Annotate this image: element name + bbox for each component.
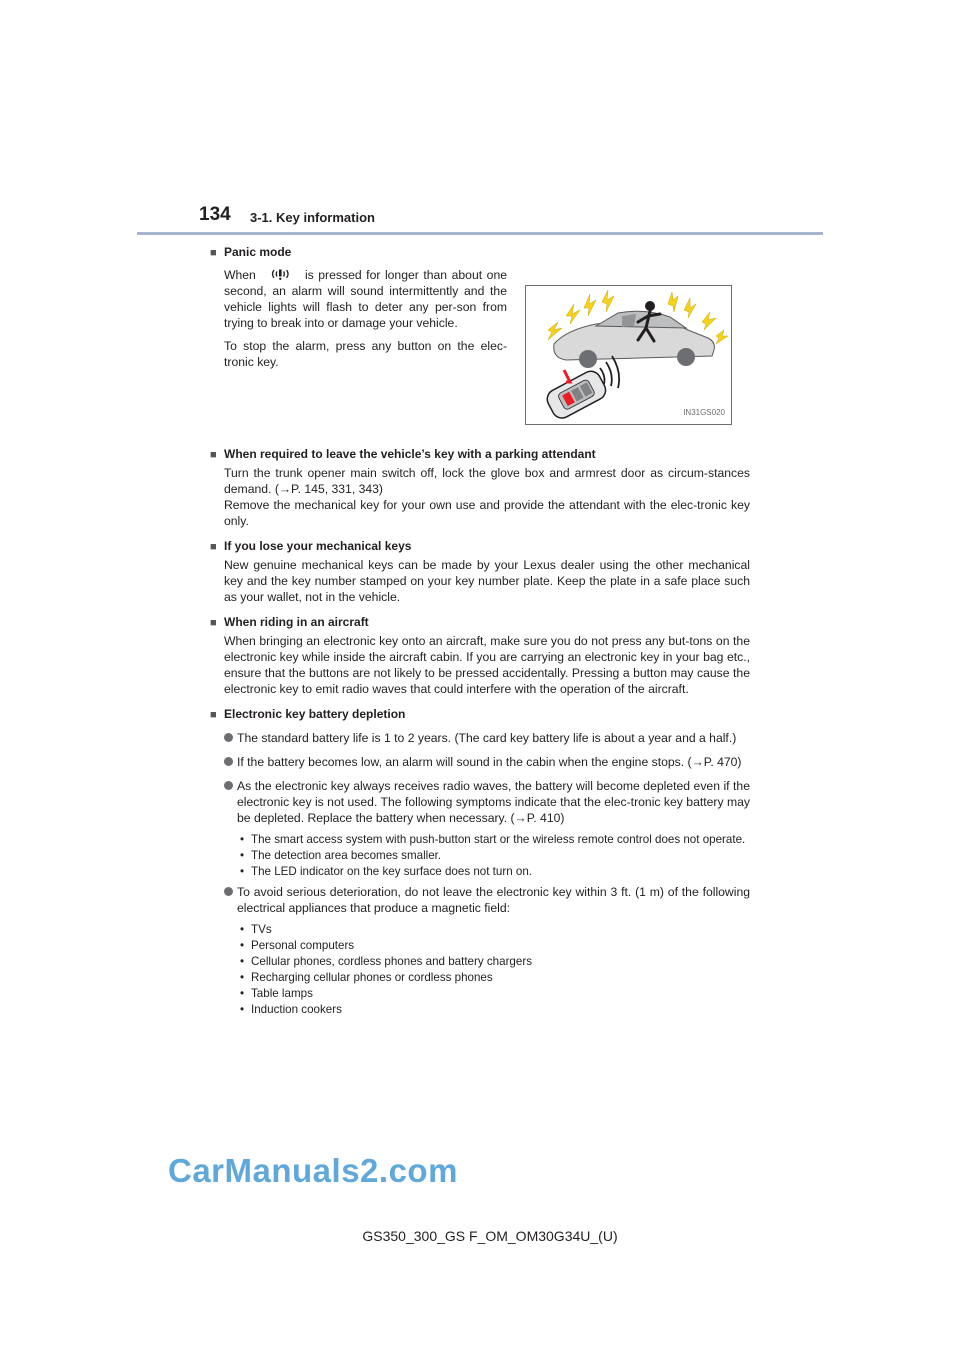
parking-attendant-section	[210, 446, 750, 529]
bullet-dot-icon	[224, 887, 233, 896]
list-item: • Induction cookers	[240, 1003, 342, 1016]
lose-keys-heading: ■ If you lose your mechanical keys	[210, 539, 412, 553]
header-rule	[137, 232, 823, 235]
section-title: 3-1. Key information	[250, 210, 375, 225]
square-bullet-icon: ■	[210, 541, 217, 553]
symptom-list	[237, 832, 750, 880]
aircraft-section	[210, 614, 750, 697]
parking-attendant-heading: ■ When required to leave the vehicle’s key with a parking attendant	[210, 447, 596, 461]
stop-alarm-text: To stop the alarm, press any button on the elec-tronic key.	[224, 339, 507, 369]
list-item: • Recharging cellular phones or cordless phones	[240, 971, 493, 984]
square-bullet-icon: ■	[210, 709, 217, 721]
battery-bullet-1: The standard battery life is 1 to 2 years. (The card key battery life is about a year and a half.)	[224, 730, 750, 746]
panic-mode-section	[210, 267, 750, 437]
battery-section	[210, 706, 750, 1018]
page-number: 134	[199, 204, 231, 225]
panic-mode-heading: ■ Panic mode	[210, 245, 292, 259]
bullet-dot-icon	[224, 733, 233, 742]
battery-heading: ■ Electronic key battery depletion	[210, 707, 406, 721]
watermark-logo: CarManuals2.com	[168, 1152, 458, 1189]
lose-keys-section	[210, 538, 750, 605]
list-item: • Personal computers	[240, 939, 355, 952]
panic-button-icon	[260, 267, 300, 281]
battery-bullet-4: To avoid serious deterioration, do not leave the electronic key within 3 ft. (1 m) of the following electrical appliances that produce a magnetic field:	[224, 884, 750, 916]
battery-bullet-3: As the electronic key always receives radio waves, the battery will become depleted even if the electronic key is not used. The following symptoms indicate that the elec-tronic key battery may be depleted. Replace the battery when necessary. (→P. 410)	[224, 778, 750, 826]
page-content	[210, 244, 750, 1018]
panic-mode-text: When is pressed for longer than about one second, an alarm will sound intermittently and the vehicle lights will flash to deter any per-son from trying to break into or damage your vehicle. To stop the alarm, press any button on the elec-tronic key.	[224, 268, 507, 369]
bullet-dot-icon	[224, 757, 233, 766]
square-bullet-icon: ■	[210, 449, 217, 461]
list-item: • Table lamps	[240, 987, 313, 1000]
aircraft-text: When bringing an electronic key onto an aircraft, make sure you do not press any but-tons on the electronic key while inside the aircraft cabin. If you are carrying an electronic key in your bag etc., ensure that the buttons are not likely to be pressed accidentally. Pressing a button may cause the electronic key to emit radio waves that could interfere with the operation of the aircraft.	[224, 634, 750, 696]
parking-attendant-text-2: Remove the mechanical key for your own use and provide the attendant with the elec-tronic key only.	[224, 498, 750, 528]
aircraft-heading: ■ When riding in an aircraft	[210, 615, 369, 629]
figure-label: IN31GS020	[683, 408, 725, 417]
square-bullet-icon: ■	[210, 617, 217, 629]
lose-keys-text: New genuine mechanical keys can be made by your Lexus dealer using the other mechanical key and the key number stamped on your key number plate. Keep the plate in a safe place such as your wallet, not in the vehicle.	[224, 558, 750, 604]
battery-bullet-2: If the battery becomes low, an alarm will sound in the cabin when the engine stops. (→P. 470)	[224, 754, 750, 770]
list-item: • The detection area becomes smaller.	[240, 849, 442, 862]
list-item: • TVs	[240, 923, 272, 936]
page-header	[0, 0, 960, 240]
appliance-list	[237, 922, 750, 1018]
list-item: • Cellular phones, cordless phones and battery chargers	[240, 955, 532, 968]
list-item: • The smart access system with push-button start or the wireless remote control does not operate.	[240, 833, 746, 846]
page-footer: GS350_300_GS F_OM_OM30G34U_(U)	[362, 1228, 618, 1244]
parking-attendant-text-1: Turn the trunk opener main switch off, lock the glove box and armrest door as circum-stances demand. (→P. 145, 331, 343)	[224, 466, 750, 496]
list-item: • The LED indicator on the key surface does not turn on.	[240, 865, 532, 878]
square-bullet-icon: ■	[210, 247, 217, 259]
bullet-dot-icon	[224, 781, 233, 790]
panic-mode-illustration	[525, 285, 732, 425]
